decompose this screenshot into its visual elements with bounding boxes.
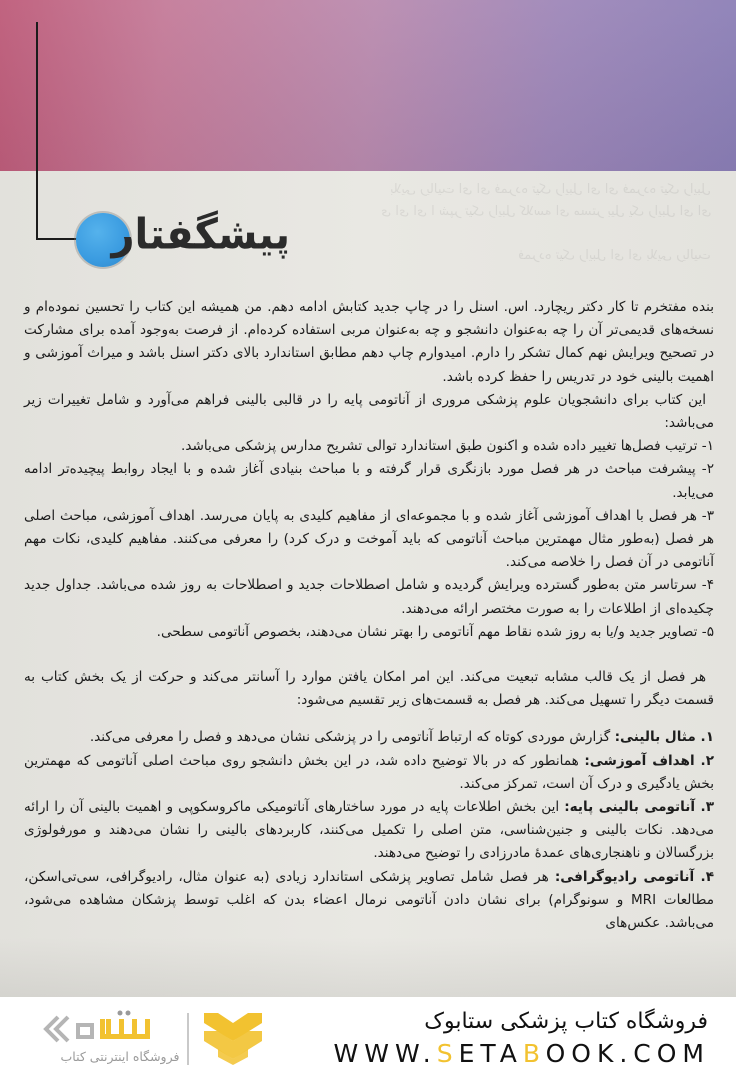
watermark-footer — [0, 997, 736, 1080]
spacer — [24, 712, 714, 726]
spacer — [24, 644, 714, 666]
page-title: پیشگفتار — [111, 210, 290, 260]
intro-paragraph: بنده مفتخرم تا کار دکتر ریچارد. اس. اسنل را در چاپ جدید کتابش ادامه دهم. من همیشه این کتاب را تحسین نموده‌ام و نسخه‌های قدیمی‌تر آن را چه به‌عنوان دانشجو و چه به‌عنوان مربی استفاده کرده‌ام. از فرصت به‌وجود آمده برای مشارکت در تصحیح ویرایش نهم کمال تشکر را دارم. امیدوارم چاپ دهم مطابق استاندارد بالای دکتر اسنل باشد و میراث آموزشی و اهمیت بالینی خود در تدریس را حفظ کرده باشد. — [24, 299, 714, 385]
section-label: ۴. آناتومی رادیوگرافی: — [554, 868, 714, 885]
section-item — [24, 866, 714, 936]
section-text: همانطور که در بالا توضیح داده شد، در این بخش دانشجو روی مباحث اصلی آناتومی که مهمترین بخش یادگیری و درک آن است، تمرکز می‌کند. — [24, 752, 714, 792]
change-item: ۱- ترتیب فصل‌ها تغییر داده شده و اکنون طبق استاندارد توالی تشریح مدارس پزشکی می‌باشد. — [181, 438, 714, 455]
structure-intro-paragraph: هر فصل از یک قالب مشابه تبعیت می‌کند. این امر امکان یافتن موارد را آسانتر می‌کند و حرکت از یک بخش کتاب به قسمت دیگر را تسهیل می‌کند. هر فصل به قسمت‌های زیر تقسیم می‌شود: — [24, 669, 714, 709]
shop-name: فروشگاه کتاب پزشکی ستابوک — [424, 1009, 708, 1034]
title-frame-line-vertical — [36, 22, 38, 240]
bleed-through-text: فمرده تیک رایبل ای ای بلایی ریالیت — [518, 248, 711, 263]
section-text: این بخش اطلاعات پایه در مورد ساختارهای آناتومیکی ماکروسکوپی و اهمیت بالینی آن را ارائه می‌دهد. نکات بالینی و جنین‌شناسی، متن اصلی را تکمیل می‌کنند، کاربردهای بالینی را نشان می‌دهند و مورفولوژی بزرگسالان و ناهنجاری‌های عمدهٔ مادرزادی را توضیح می‌دهند. — [24, 799, 714, 862]
bleed-through-text: بلایی ریالیت ای ای فمرده تیک رایبل ای ای فمرده تیک رایبل — [390, 182, 711, 197]
section-text: هر فصل شامل تصاویر پزشکی استاندارد زیادی (به عنوان مثال، رادیوگرافی، سی‌تی‌اسکن، مطالعات MRI و سونوگرام) برای نشان دادن آناتومی نرمال اعضاء بدن که اغلب توسط پزشکان مشاهده می‌شود، می‌باشد. عکس‌های — [24, 868, 714, 932]
header-gradient-band — [0, 0, 736, 171]
url-part-highlight: S — [436, 1039, 459, 1068]
setabook-chevron-logo-icon — [200, 1009, 266, 1067]
change-item: ۲- پیشرفت مباحث در هر فصل مورد بازنگری قرار گرفته و با مباحث بنیادی آغاز شده و با ایجاد روابط پیچیده‌تر ادامه می‌یابد. — [24, 461, 714, 501]
url-part-highlight: B — [522, 1039, 546, 1068]
section-label: ۱. مثال بالینی: — [614, 729, 714, 746]
section-label: ۳. آناتومی بالینی پایه: — [564, 799, 714, 816]
body-text — [24, 296, 714, 935]
title-frame-line-horizontal — [36, 238, 80, 240]
shop-url[interactable] — [334, 1039, 710, 1068]
url-part: ETA — [458, 1039, 523, 1068]
url-part: OOK.COM — [545, 1039, 710, 1068]
logo-divider — [187, 1013, 189, 1065]
setabook-wordmark-logo — [36, 1009, 186, 1049]
change-item: ۵- تصاویر جدید و/یا به روز شده نقاط مهم آناتومی را بهتر نشان می‌دهند، بخصوص آناتومی سطحی. — [156, 623, 714, 640]
change-item: ۴- سرتاسر متن به‌طور گسترده ویرایش گردیده و شامل اصطلاحات جدید و اصطلاحات به روز شده می‌باشد. جداول جدید چکیده‌ای از اطلاعات را به صورت مختصر ارائه می‌دهند. — [24, 577, 714, 617]
change-item: ۳- هر فصل با اهداف آموزشی آغاز شده و با مجموعه‌ای از مفاهیم کلیدی به پایان می‌رسد. اهداف آموزشی، مباحث اصلی هر فصل (به‌طور مثال مهمترین مباحث آناتومی که باید آموخت و درک کرد) را معرفی می‌کنند. مفاهیم کلیدی، نکات مهم آناتومی در آن فصل را خلاصه می‌کند. — [24, 507, 714, 571]
section-item — [24, 726, 714, 749]
changes-intro-paragraph: این کتاب برای دانشجویان علوم پزشکی مروری از آناتومی پایه را در قالبی بالینی فراهم می‌آورد و شامل تغییرات زیر می‌باشد: — [24, 391, 714, 432]
url-part: WWW. — [333, 1039, 437, 1068]
bleed-through-text: ی ای ای ا شپر تیک رایبل کلاسه ای مستر بیل یک رایبل ای ای — [380, 204, 711, 219]
section-item — [24, 750, 714, 796]
section-text: گزارش موردی کوتاه که ارتباط آناتومی را در پزشکی نشان می‌دهد و فصل را معرفی می‌کند. — [89, 729, 615, 746]
logo-tagline: فروشگاه اینترنتی کتاب — [60, 1049, 180, 1064]
section-label: ۲. اهداف آموزشی: — [584, 752, 714, 769]
section-item — [24, 796, 714, 866]
